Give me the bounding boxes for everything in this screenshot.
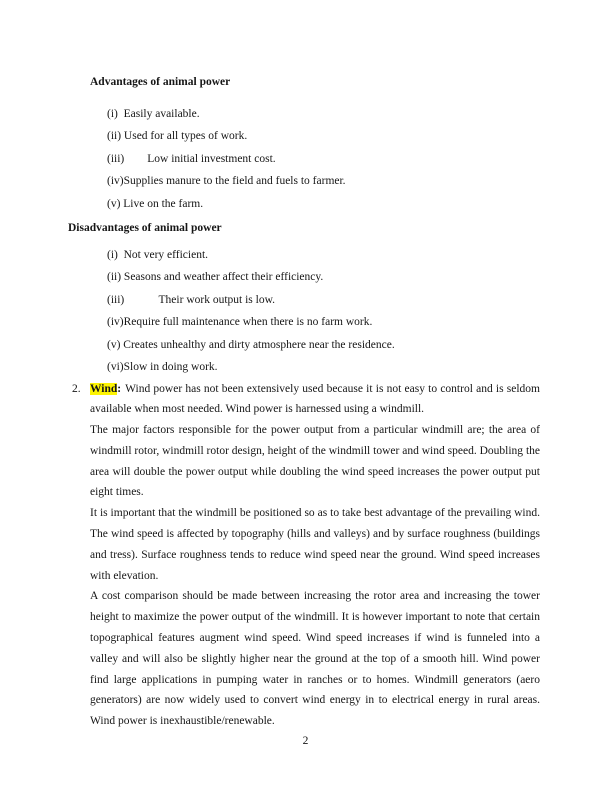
wind-paragraph: A cost comparison should be made between increasing the rotor area and increasing the tower height to maximize the power output of the windmill. It is however important to note that certain topographical features augment wind speed. Wind speed increases if wind is funneled into a valley and will also be slightly higher near the ground at the top of a smooth hill. Wind power find large applications in pumping water in ranches or to homes. Windmill generators (aero generators) are now widely used to convert wind energy in to electrical energy in rural areas. Wind power is inexhaustible/renewable. — [90, 590, 540, 728]
wind-item-number: 2. — [72, 382, 81, 395]
wind-paragraph-text: Wind power has not been extensively used because it is not easy to control and is seldom available when most needed. Wind power is harnessed using a windmill. — [90, 382, 540, 416]
wind-keyword-colon: : — [117, 382, 122, 395]
wind-paragraph — [90, 379, 540, 421]
document-content — [68, 71, 540, 732]
wind-paragraph: The major factors responsible for the power output from a particular windmill are; the area of windmill rotor, windmill rotor design, height of the windmill tower and wind speed. Doubling the area will double the power output while doubling the wind speed increases the power output put eight times. — [90, 424, 540, 499]
disadvantages-heading: Disadvantages of animal power — [68, 222, 222, 234]
list-item: (ii) Used for all types of work. — [107, 130, 248, 142]
list-item: (vi)Slow in doing work. — [107, 361, 218, 373]
list-item: (iv)Supplies manure to the field and fuels to farmer. — [107, 175, 346, 187]
list-item: (iv)Require full maintenance when there is no farm work. — [107, 316, 373, 328]
list-item: (v) Creates unhealthy and dirty atmosphere near the residence. — [107, 338, 395, 351]
list-item: (iii) Low initial investment cost. — [107, 152, 276, 165]
list-item: (i) Easily available. — [107, 107, 200, 120]
wind-paragraph: It is important that the windmill be positioned so as to take best advantage of the prevailing wind. The wind speed is affected by topography (hills and valleys) and by surface roughness (buildings and tress). Surface roughness tends to reduce wind speed near the ground. Wind speed increases with elevation. — [90, 507, 540, 582]
page-number: 2 — [302, 735, 309, 747]
list-item: (v) Live on the farm. — [107, 197, 204, 210]
list-item: (iii) Their work output is low. — [107, 293, 276, 306]
list-item: (ii) Seasons and weather affect their efficiency. — [107, 271, 324, 283]
list-item: (i) Not very efficient. — [107, 248, 209, 261]
disadvantages-list — [107, 244, 540, 379]
advantages-heading: Advantages of animal power — [90, 76, 231, 88]
wind-keyword-highlighted: Wind — [90, 382, 118, 395]
wind-section — [72, 379, 540, 733]
advantages-list — [107, 103, 540, 216]
